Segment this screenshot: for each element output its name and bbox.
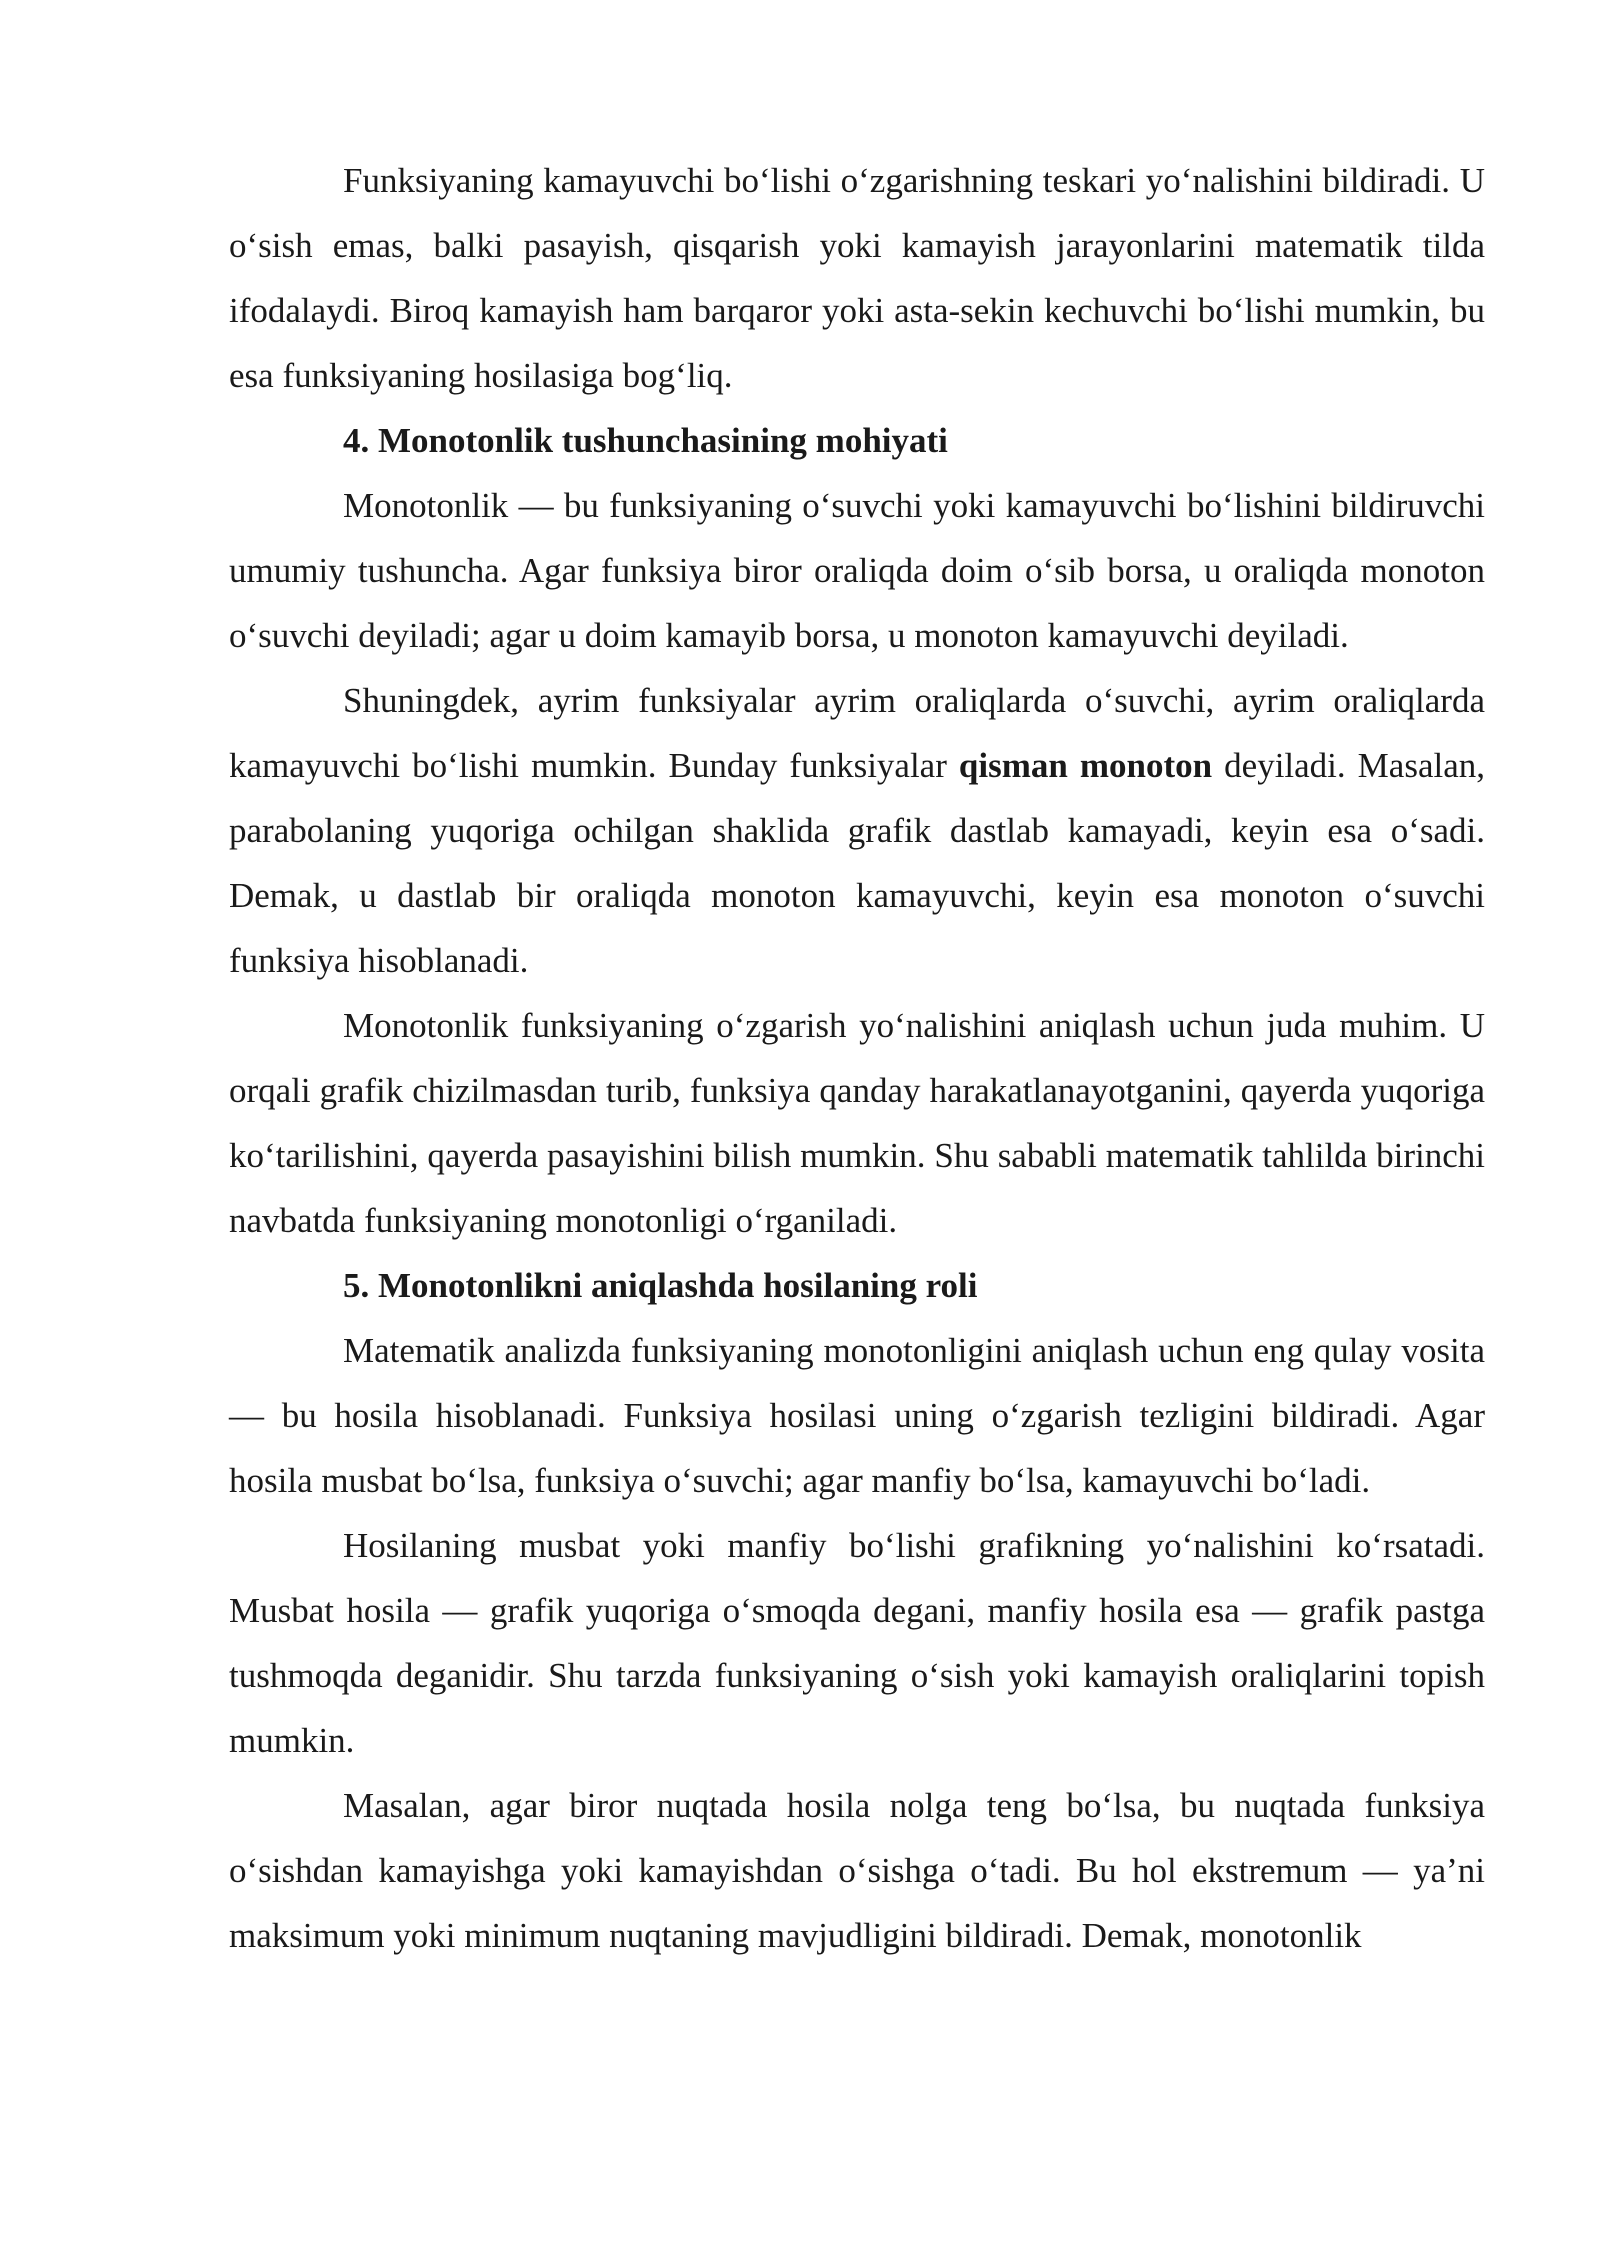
paragraph-text-after: deyiladi. Masalan, parabolaning yuqoriga ochilgan shaklida grafik dastlab kamayadi, keyin esa o‘sadi. Demak, u dastlab bir oraliqda monoton kamayuvchi, keyin esa monoton o‘suvchi funksiya hisoblanadi. <box>229 746 1485 980</box>
paragraph-decreasing-function: Funksiyaning kamayuvchi bo‘lishi o‘zgarishning teskari yo‘nalishini bildiradi. U o‘sish emas, balki pasayish, qisqarish yoki kamayish jarayonlarini matematik tilda ifodalaydi. Biroq kamayish ham barqaror yoki asta-sekin kechuvchi bo‘lishi mumkin, bu esa funksiyaning hosilasiga bog‘liq. <box>229 161 1485 395</box>
section-heading-4: 4. Monotonlik tushunchasining mohiyati <box>343 421 948 460</box>
section-heading-5: 5. Monotonlikni aniqlashda hosilaning roli <box>343 1266 978 1305</box>
bold-term-partially-monotone: qisman monoton <box>958 746 1213 785</box>
paragraph-text-before: Shuningdek, ayrim funksiyalar ayrim oraliqlarda o‘suvchi, ayrim oraliqlarda kamayuvchi bo‘lishi mumkin. Bunday funksiyalar <box>229 681 1485 785</box>
paragraph-monotonicity-definition: Monotonlik — bu funksiyaning o‘suvchi yoki kamayuvchi bo‘lishini bildiruvchi umumiy tushuncha. Agar funksiya biror oraliqda doim o‘sib borsa, u oraliqda monoton o‘suvchi deyiladi; agar u doim kamayib borsa, u monoton kamayuvchi deyiladi. <box>229 486 1485 655</box>
paragraph-derivative-tool: Matematik analizda funksiyaning monotonligini aniqlash uchun eng qulay vosita — bu hosila hisoblanadi. Funksiya hosilasi uning o‘zgarish tezligini bildiradi. Agar hosila musbat bo‘lsa, funksiya o‘suvchi; agar manfiy bo‘lsa, kamayuvchi bo‘ladi. <box>229 1331 1485 1500</box>
document-page <box>229 148 1485 1968</box>
paragraph-derivative-sign: Hosilaning musbat yoki manfiy bo‘lishi grafikning yo‘nalishini ko‘rsatadi. Musbat hosila — grafik yuqoriga o‘smoqda degani, manfiy hosila esa — grafik pastga tushmoqda deganidir. Shu tarzda funksiyaning o‘sish yoki kamayish oraliqlarini topish mumkin. <box>229 1526 1485 1760</box>
paragraph-monotonicity-importance: Monotonlik funksiyaning o‘zgarish yo‘nalishini aniqlash uchun juda muhim. U orqali grafik chizilmasdan turib, funksiya qanday harakatlanayotganini, qayerda yuqoriga ko‘tarilishini, qayerda pasayishini bilish mumkin. Shu sababli matematik tahlilda birinchi navbatda funksiyaning monotonligi o‘rganiladi. <box>229 1006 1485 1240</box>
paragraph-partial-monotonicity <box>229 668 1485 993</box>
paragraph-extremum-example: Masalan, agar biror nuqtada hosila nolga teng bo‘lsa, bu nuqtada funksiya o‘sishdan kamayishga yoki kamayishdan o‘sishga o‘tadi. Bu hol ekstremum — ya’ni maksimum yoki minimum nuqtaning mavjudligini bildiradi. Demak, monotonlik <box>229 1786 1485 1955</box>
